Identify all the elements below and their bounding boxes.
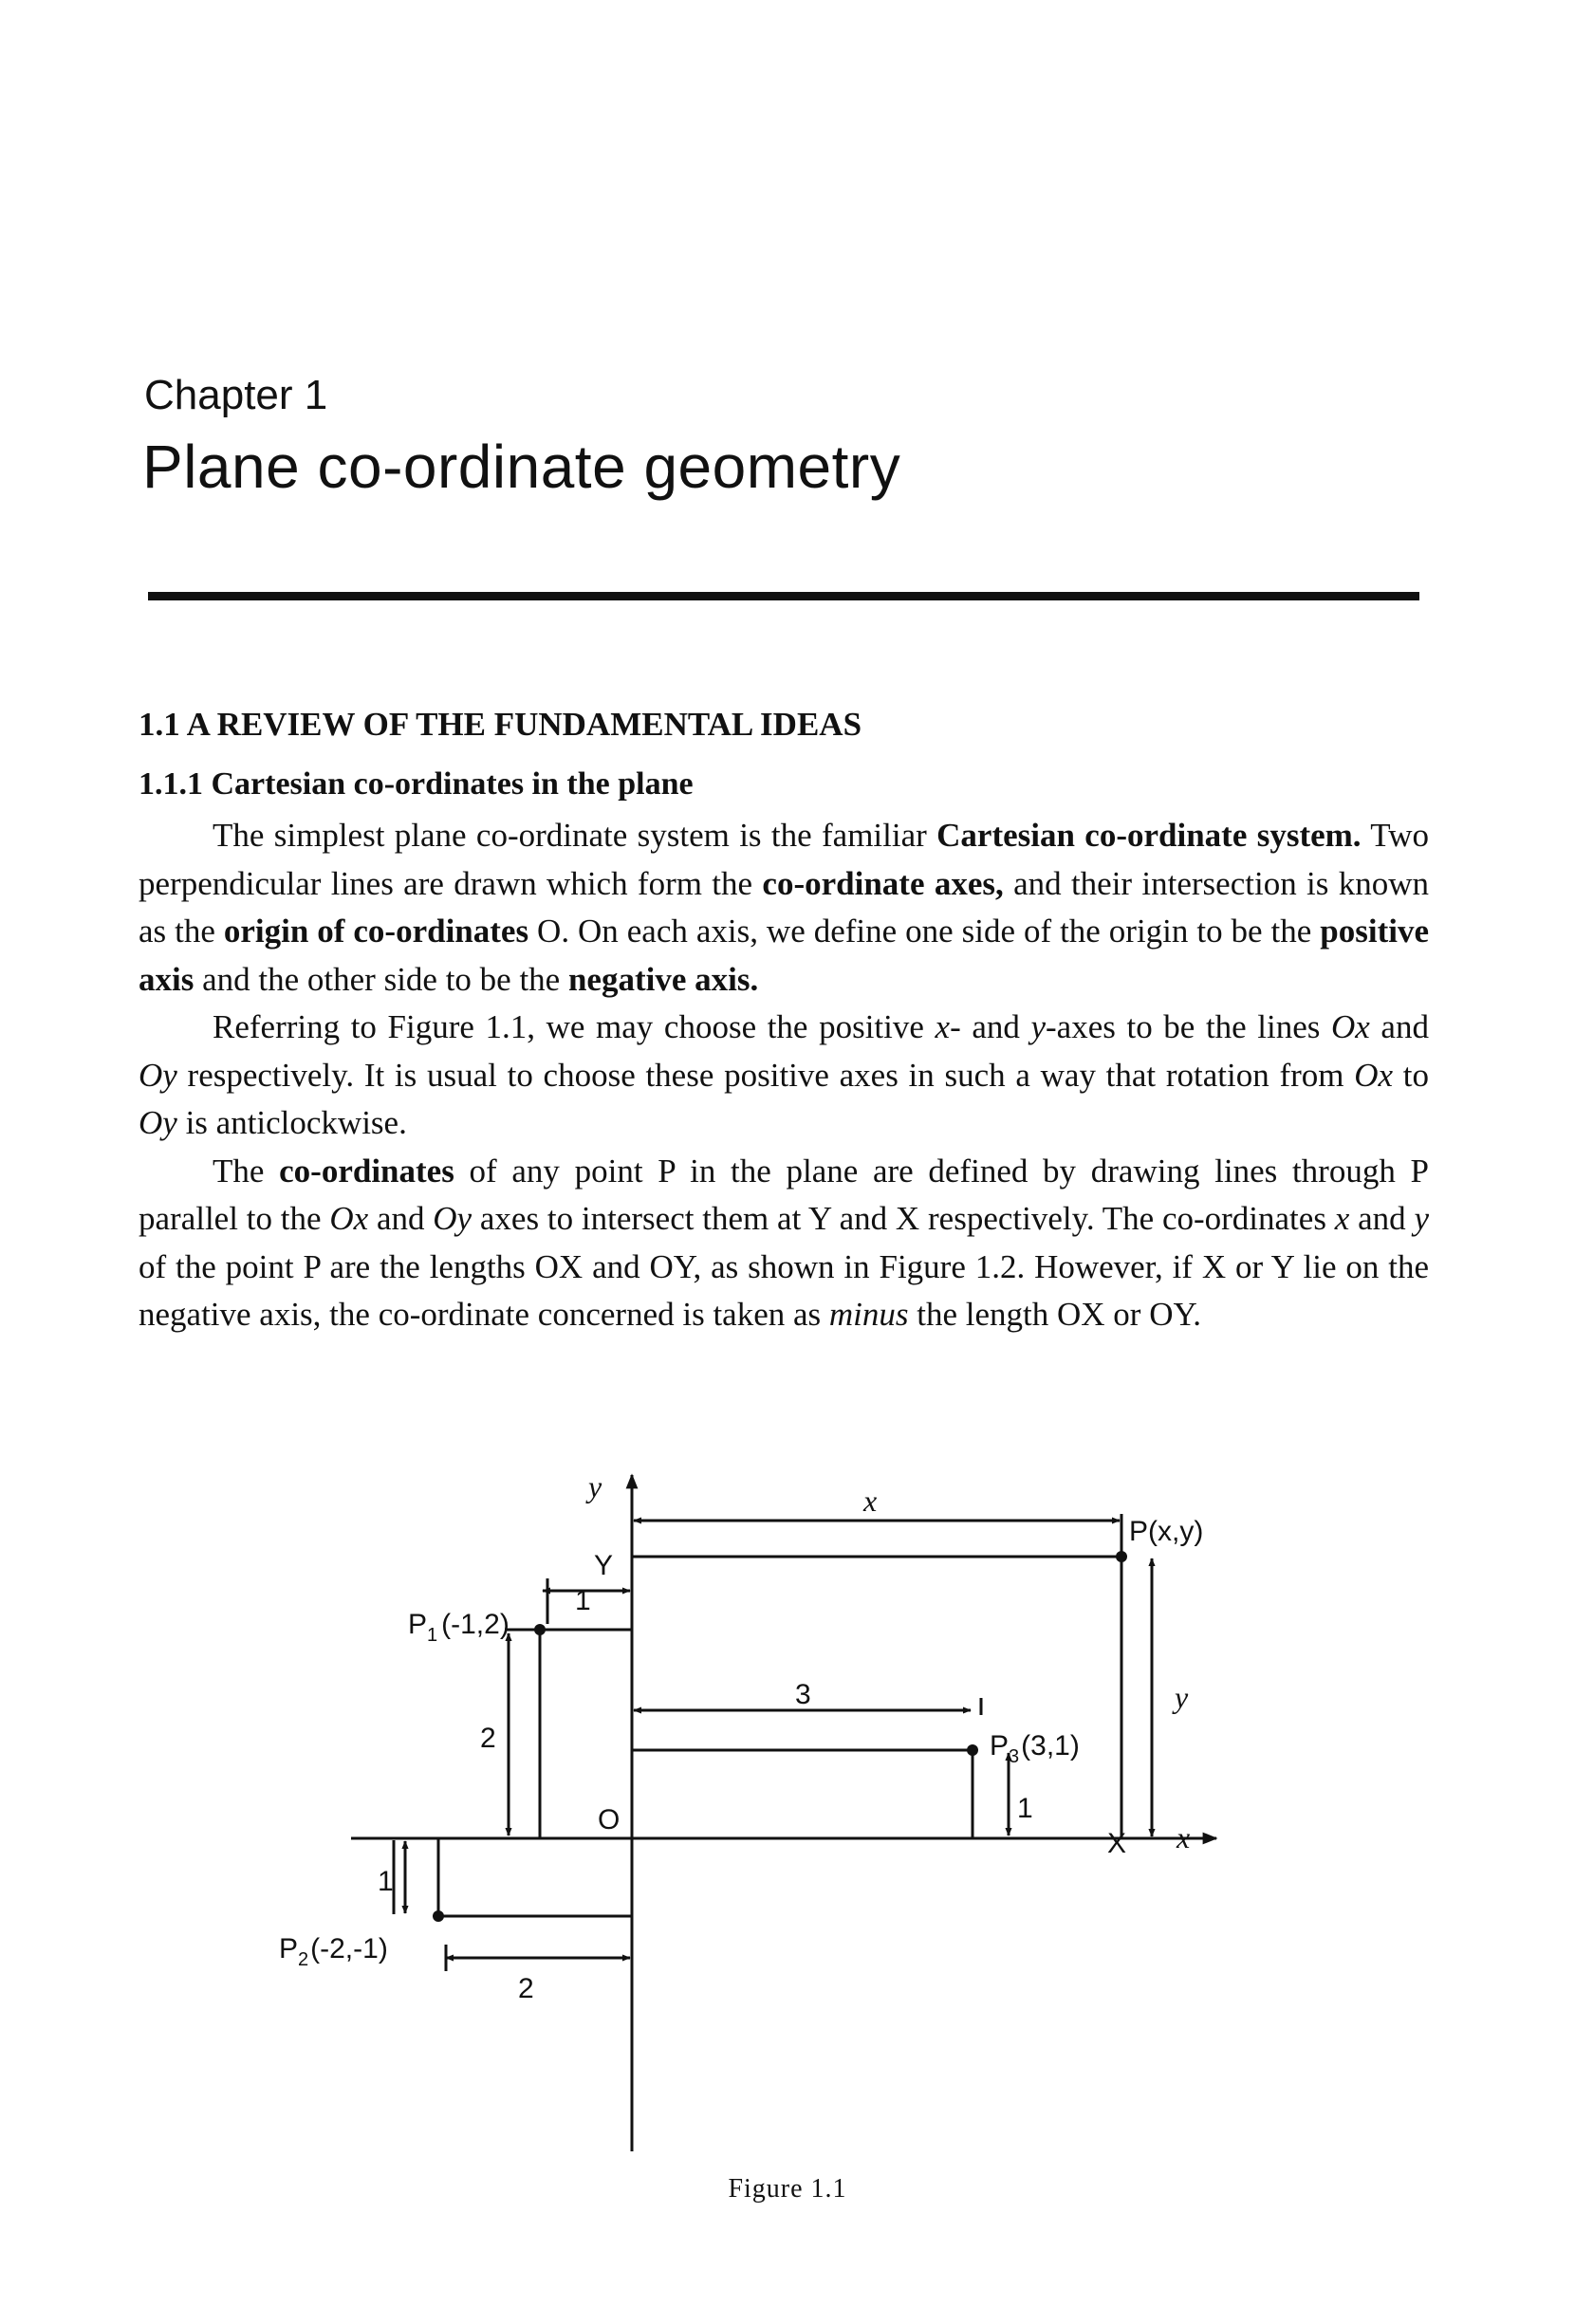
- text-run: - and: [950, 1008, 1031, 1045]
- point-p1-label: [408, 1609, 510, 1646]
- point-p1: [534, 1624, 546, 1635]
- text-run: respectively. It is usual to choose these positive axes in such a way that rotation from: [176, 1056, 1355, 1094]
- point-p3: [967, 1744, 978, 1756]
- italic-term: Oy: [139, 1104, 177, 1141]
- point-p: [1116, 1551, 1127, 1562]
- text-run: and the other side to be the: [194, 960, 568, 998]
- text-run: Referring to Figure 1.1, we may choose the positive: [213, 1008, 936, 1045]
- bold-term: co-ordinates: [279, 1152, 454, 1190]
- italic-term: y: [1414, 1200, 1429, 1237]
- text-run: and: [368, 1200, 434, 1237]
- y-point-label: Y: [594, 1550, 614, 1581]
- p3-dy-label: 1: [1017, 1793, 1033, 1824]
- point-p3-label: [990, 1730, 1080, 1767]
- italic-term: Ox: [1331, 1008, 1370, 1045]
- section-heading: 1.1 A REVIEW OF THE FUNDAMENTAL IDEAS: [139, 706, 862, 743]
- text-run: the length OX or OY.: [908, 1296, 1202, 1333]
- point-p2: [433, 1910, 444, 1922]
- p2-coordinates: (-2,-1): [310, 1933, 388, 1964]
- text-run: of the point P are the lengths OX and OY, as shown in Figure 1.2. However, if X or Y lie on the negative axis, the co-ordinate concerned is taken as: [139, 1247, 1429, 1333]
- dimension-y-label: y: [1175, 1680, 1189, 1714]
- text-run: Two perpendicular lines are drawn which form the: [139, 817, 1429, 902]
- text-run: and: [1349, 1200, 1415, 1237]
- text-run: is anticlockwise.: [176, 1104, 407, 1141]
- p3-subscript: 3: [1009, 1746, 1020, 1767]
- y-axis-label: y: [588, 1469, 602, 1503]
- italic-term: Oy: [139, 1056, 177, 1094]
- p2-dy-label: 1: [378, 1866, 394, 1897]
- bold-term: Cartesian co-ordinate system.: [936, 817, 1362, 854]
- subsection-heading: 1.1.1 Cartesian co-ordinates in the plane: [139, 766, 694, 802]
- figure-caption: Figure 1.1: [728, 2174, 847, 2204]
- text-run: The: [213, 1152, 280, 1190]
- chapter-label: Chapter 1: [144, 372, 328, 418]
- text-run: -axes to be the lines: [1046, 1008, 1332, 1045]
- p1-dy-label: 2: [480, 1723, 496, 1754]
- italic-term: y: [1030, 1008, 1047, 1045]
- point-p2-label: [279, 1933, 388, 1970]
- p3-coordinates: (3,1): [1021, 1730, 1080, 1761]
- text-run: axes to intersect them at Y and X respectively. The co-ordinates: [472, 1200, 1335, 1237]
- text-run: O. On each axis, we define one side of the origin to be the: [528, 913, 1321, 950]
- text-run: The simplest plane co-ordinate system is the familiar: [213, 817, 937, 854]
- bold-term: co-ordinate axes,: [762, 864, 1004, 902]
- p1-subscript: 1: [427, 1625, 438, 1646]
- p1-dx-label: 1: [575, 1585, 591, 1616]
- p2-subscript: 2: [298, 1949, 309, 1970]
- x-axis-label: x: [1177, 1820, 1191, 1854]
- italic-term: x: [1334, 1200, 1350, 1237]
- origin-label: O: [598, 1804, 621, 1835]
- x-point-label: X: [1107, 1828, 1127, 1859]
- p2-dx-label: 2: [518, 1973, 534, 2004]
- p1-letter: P: [408, 1609, 428, 1640]
- p3-dx-label: 3: [795, 1679, 811, 1710]
- bold-term: origin of co-ordinates: [223, 913, 529, 950]
- p3-letter: P: [990, 1730, 1010, 1761]
- text-run: of any point P in the plane are defined by drawing lines through P parallel to the: [139, 1152, 1429, 1237]
- italic-term: Oy: [433, 1200, 472, 1237]
- italic-term: Ox: [329, 1200, 369, 1237]
- p2-letter: P: [279, 1933, 299, 1964]
- italic-term: Ox: [1354, 1056, 1394, 1094]
- italic-term: minus: [828, 1296, 909, 1333]
- dimension-x-label: x: [863, 1484, 878, 1518]
- point-p-label: P(x,y): [1129, 1516, 1204, 1547]
- p1-coordinates: (-1,2): [441, 1609, 510, 1640]
- text-run: and: [1369, 1008, 1429, 1045]
- italic-term: x: [935, 1008, 951, 1045]
- text-run: and their intersection is known as the: [139, 864, 1429, 950]
- bold-term: positive axis: [139, 913, 1430, 998]
- bold-term: negative axis.: [567, 960, 759, 998]
- chapter-title: Plane co-ordinate geometry: [142, 433, 901, 501]
- text-run: to: [1393, 1056, 1429, 1094]
